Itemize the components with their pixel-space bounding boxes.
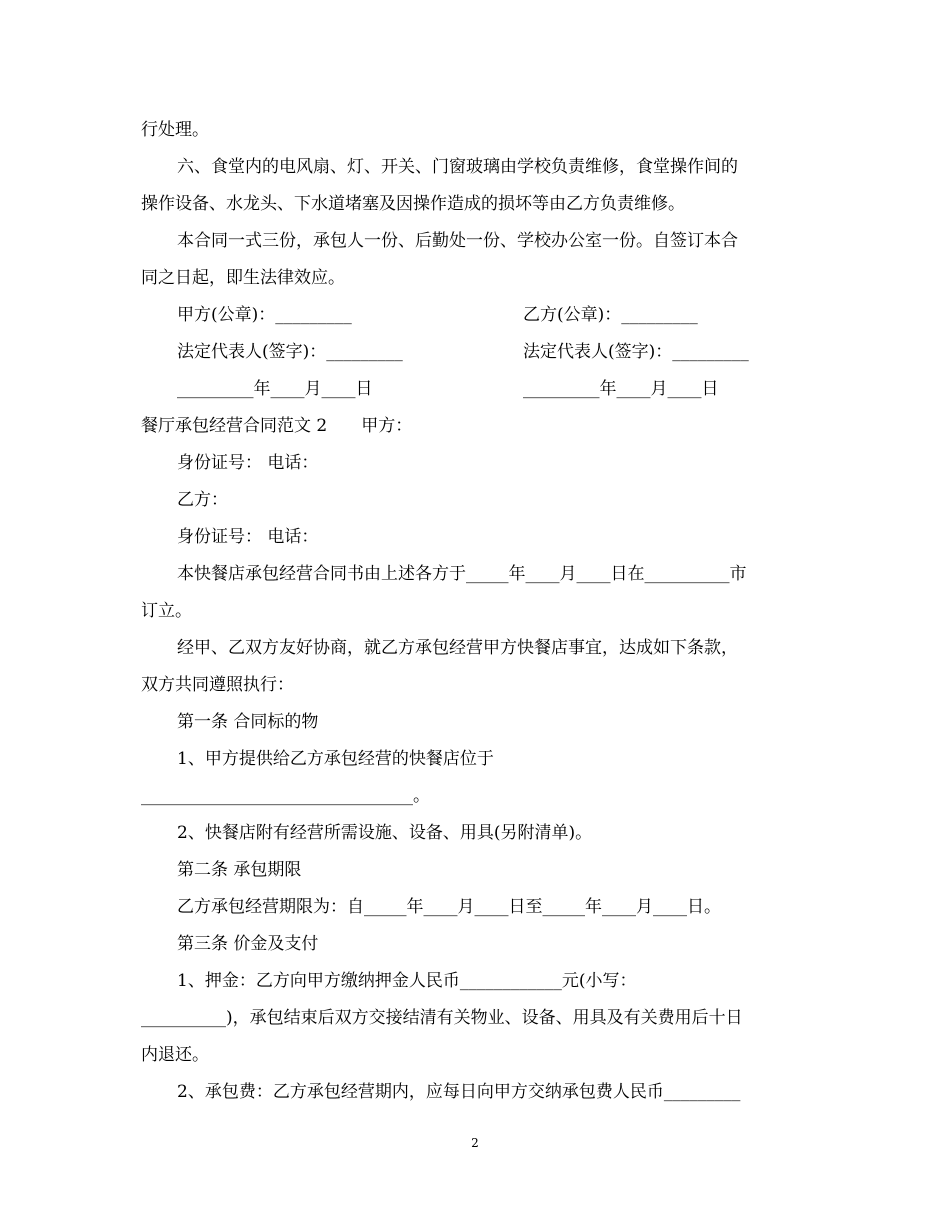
text-line: 1、甲方提供给乙方承包经营的快餐店位于 (177, 749, 494, 769)
text-line: 2、承包费：乙方承包经营期内，应每日向甲方交纳承包费人民币_________ (177, 1082, 741, 1102)
text-line: 1、押金：乙方向甲方缴纳押金人民币____________元(小写： (177, 971, 637, 991)
party-b-seal-line: 乙方(公章)：_________ (523, 305, 698, 325)
text-line: 身份证号： 电话： (177, 527, 319, 547)
section-heading: 餐厅承包经营合同范文 2 甲方： (141, 416, 413, 436)
article-heading: 第一条 合同标的物 (177, 712, 319, 732)
text-line: 六、食堂内的电风扇、灯、开关、门窗玻璃由学校负责维修，食堂操作间的 (177, 157, 738, 177)
text-line: 操作设备、水龙头、下水道堵塞及因操作造成的损坏等由乙方负责维修。 (141, 194, 685, 214)
article-heading: 第二条 承包期限 (177, 860, 302, 880)
text-line: 本合同一式三份，承包人一份、后勤处一份、学校办公室一份。自签订本合 (177, 231, 738, 251)
party-a-seal-line: 甲方(公章)：_________ (177, 305, 352, 325)
text-line: 经甲、乙双方友好协商，就乙方承包经营甲方快餐店事宜，达成如下条款， (177, 638, 738, 658)
article-heading: 第三条 价金及支付 (177, 934, 319, 954)
text-line: 内退还。 (141, 1045, 209, 1065)
text-line: 行处理。 (141, 120, 209, 140)
text-line: 同之日起，即生法律效应。 (141, 268, 345, 288)
text-line: 身份证号： 电话： (177, 453, 319, 473)
text-line: 本快餐店承包经营合同书由上述各方于_____年____月____日在__________市 (177, 564, 747, 584)
party-b-date-line: _________年____月____日 (523, 379, 719, 399)
text-line: 2、快餐店附有经营所需设施、设备、用具(另附清单)。 (177, 823, 593, 843)
text-line: 乙方承包经营期限为：自_____年____月____日至_____年____月____日。 (177, 897, 721, 917)
text-line: 乙方： (177, 490, 228, 510)
text-line: 订立。 (141, 601, 192, 621)
party-b-representative-line: 法定代表人(签字)：_________ (523, 342, 749, 362)
page-number: 2 (471, 1136, 479, 1150)
party-a-representative-line: 法定代表人(签字)：_________ (177, 342, 403, 362)
text-line: 双方共同遵照执行： (141, 675, 294, 695)
text-line: __________)，承包结束后双方交接结清有关物业、设备、用具及有关费用后十日 (141, 1008, 743, 1028)
text-line: ________________________________。 (141, 786, 430, 806)
party-a-date-line: _________年____月____日 (177, 379, 373, 399)
